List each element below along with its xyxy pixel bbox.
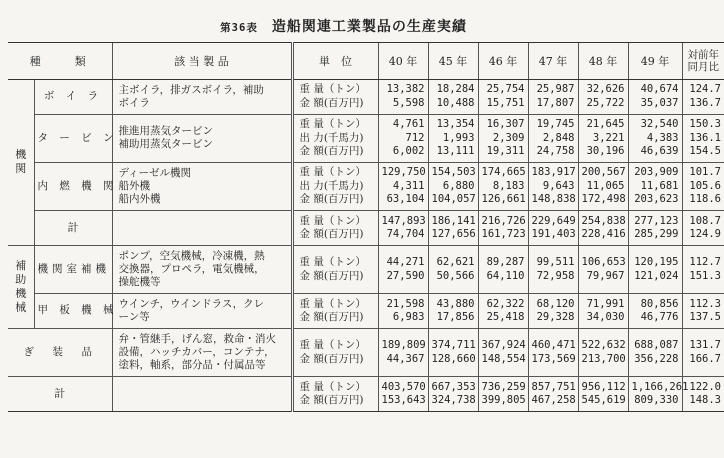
value: 467,258 [531,394,576,407]
value: 712 [405,131,425,144]
product-cell-line: 塗料，軸系，部分品・付属品等 [118,359,266,372]
value-cell [528,114,578,162]
product-cell-line: ウインチ，ウインドラス，クレ [118,298,265,311]
unit-line: 金 額(百万円) [299,96,364,109]
value: 6,880 [442,179,475,192]
value: 89,287 [486,256,525,269]
unit-cell [292,245,378,293]
value: 161,723 [481,228,526,241]
unit-cell [292,162,378,210]
value: 99,511 [536,256,575,269]
value: 64,110 [486,269,525,282]
row-label-kikanshitsu: 機関室補機 [34,245,112,293]
ratio-value: 101.7 [689,166,721,179]
value-cell [378,211,428,246]
value-cell [578,211,628,246]
product-cell [112,162,292,210]
value: 43,880 [436,297,475,310]
header-year-46: 46 年 [478,43,528,80]
value: 18,284 [436,83,475,96]
ratio-value: 148.3 [689,394,721,407]
value: 186,141 [431,214,476,227]
value: 25,754 [486,83,525,96]
value: 2,309 [492,131,525,144]
value-cell [578,294,628,329]
table-caption: 造船関連工業製品の生産実績 [271,19,467,35]
ratio-value: 124.9 [689,228,721,241]
value-cell [528,211,578,246]
value: 200,567 [581,166,626,179]
unit-line: 金 額(百万円) [299,193,364,206]
value: 13,111 [436,145,475,158]
table-row-kouhan [8,294,724,329]
value: 129,750 [381,166,426,179]
product-cell-line: 操舵機等 [118,276,161,289]
value-cell [428,245,478,293]
value: 374,711 [431,339,476,352]
ratio-cell [682,245,724,293]
ratio-value: 151.3 [689,269,721,282]
group-label-text: 機 関 [15,148,49,176]
value: 148,554 [481,352,526,365]
header-year-40: 40 年 [378,43,428,80]
value: 13,382 [386,83,425,96]
unit-cell [292,294,378,329]
value: 21,645 [586,118,625,131]
value: 183,917 [531,166,576,179]
ratio-value: 118.6 [689,193,721,206]
product-cell-line: 交換器，プロペラ，電気機械， [118,263,265,276]
value: 5,598 [392,96,425,109]
value: 13,354 [436,118,475,131]
value: 174,665 [481,166,526,179]
value-cell [478,328,528,376]
unit-line: 金 額(百万円) [299,394,364,407]
table-row-tabin [8,114,724,162]
value: 4,383 [646,131,679,144]
value: 71,991 [586,297,625,310]
product-cell-line: 補助用蒸気タービン [118,138,213,151]
value: 11,681 [640,179,679,192]
value: 62,621 [436,256,475,269]
table-title [0,16,687,36]
value: 68,120 [536,297,575,310]
ratio-cell [682,328,724,376]
value: 1,166,261 [631,380,689,393]
value: 1,993 [442,131,475,144]
value-cell [528,294,578,329]
value: 24,758 [536,145,575,158]
value-cell [428,211,478,246]
value: 667,353 [431,380,476,393]
value-cell [378,328,428,376]
table-row-boira [8,80,724,115]
product-cell-line: ポンプ，空気機械，冷凍機，熱 [118,250,265,263]
value: 6,983 [392,311,425,324]
value-cell [428,162,478,210]
value: 19,745 [536,118,575,131]
value: 173,569 [531,352,576,365]
ratio-value: 131.7 [689,339,721,352]
value: 11,065 [586,179,625,192]
value: 203,623 [634,193,679,206]
value: 809,330 [634,394,679,407]
product-cell [112,294,292,329]
product-cell-line: ディーゼル機関 [118,167,191,180]
ratio-cell [682,80,724,115]
value: 34,030 [586,311,625,324]
product-cell-line: ーン等 [118,311,150,324]
value-cell [628,245,682,293]
value-cell [428,377,478,412]
ratio-value: 136.7 [689,96,721,109]
value: 72,958 [536,269,575,282]
value: 17,807 [536,96,575,109]
value-cell [578,80,628,115]
value: 153,643 [381,394,426,407]
row-label-nainen: 内 燃 機 関 [34,162,112,210]
value: 324,738 [431,394,476,407]
row-label-tabin: タ ー ビ ン [34,114,112,162]
value: 285,299 [634,228,679,241]
header-kind: 種 類 [8,43,112,80]
value: 79,967 [586,269,625,282]
value: 35,037 [640,96,679,109]
unit-line: 重 量（トン） [299,214,366,227]
value-cell [578,245,628,293]
value-cell [378,294,428,329]
ratio-cell [682,377,724,412]
value-cell [578,162,628,210]
value-cell [428,114,478,162]
product-cell-empty [112,211,292,246]
value-cell [628,294,682,329]
header-product: 該 当 製 品 [112,43,292,80]
value: 74,704 [386,228,425,241]
value: 80,856 [640,297,679,310]
value-cell [578,328,628,376]
value: 688,087 [634,339,679,352]
header-ratio: 対前年同月比 [682,43,724,80]
value: 25,722 [586,96,625,109]
unit-line: 重 量（トン） [299,297,366,310]
value-cell [478,245,528,293]
value: 32,540 [640,118,679,131]
value: 46,639 [640,145,679,158]
value: 216,726 [481,214,526,227]
value: 154,503 [431,166,476,179]
product-cell-line: ボイラ [118,96,150,109]
value: 21,598 [386,297,425,310]
value: 121,024 [634,269,679,282]
unit-cell [292,114,378,162]
value: 460,471 [531,339,576,352]
value: 9,643 [542,179,575,192]
group-label-kikan [8,80,49,246]
value: 3,221 [592,131,625,144]
ratio-value: 150.3 [689,118,721,131]
group-label-text: 補助機械 [15,258,27,314]
ratio-value: 112.3 [689,297,721,310]
product-cell [112,114,292,162]
unit-line: 金 額(百万円) [299,228,364,241]
product-cell-line: 船内外機 [118,193,161,206]
value-cell [628,377,689,412]
unit-line: 重 量（トン） [299,83,366,96]
unit-line: 重 量（トン） [299,339,366,352]
value: 229,649 [531,214,576,227]
value: 27,590 [386,269,425,282]
value-cell [478,294,528,329]
value-cell [628,80,682,115]
group-label-hojo [8,245,34,328]
value-cell [378,114,428,162]
value: 522,632 [581,339,626,352]
value: 29,328 [536,311,575,324]
value: 10,488 [436,96,475,109]
header-unit: 単 位 [292,43,378,80]
ratio-cell [682,114,724,162]
product-cell-line: 弁・管継手，げん窓，救命・消火 [118,333,276,346]
product-cell-line: 設備，ハッチカバー，コンテナ， [118,346,275,359]
value: 356,228 [634,352,679,365]
unit-line: 出 力(千馬力) [299,179,364,192]
value-cell [478,162,528,210]
value-cell [578,377,628,412]
value: 367,924 [481,339,526,352]
value-cell [478,80,528,115]
ratio-cell [682,211,724,246]
value: 277,123 [634,214,679,227]
value-cell [378,377,428,412]
value: 127,656 [431,228,476,241]
header-row [8,43,724,80]
value: 956,112 [581,380,626,393]
value: 545,619 [581,394,626,407]
value: 32,626 [586,83,625,96]
value: 228,416 [581,228,626,241]
ratio-value: 108.7 [689,214,721,227]
value-cell [478,211,528,246]
ratio-value: 122.0 [689,380,721,393]
value: 403,570 [381,380,426,393]
unit-line: 金 額(百万円) [299,145,364,158]
unit-line: 重 量（トン） [299,166,366,179]
table-row-kikan_total [8,211,724,246]
value: 120,195 [634,256,679,269]
value: 254,838 [581,214,626,227]
value-cell [628,114,682,162]
value-cell [428,80,478,115]
table-number: 第36表 [220,22,258,34]
product-cell-line: 推進用蒸気タービン [118,125,213,138]
value: 203,909 [634,166,679,179]
unit-line: 重 量（トン） [299,256,366,269]
ratio-cell [682,294,724,329]
header-year-45: 45 年 [428,43,478,80]
value: 25,418 [486,311,525,324]
value: 213,700 [581,352,626,365]
ratio-value: 112.7 [689,256,721,269]
value: 147,893 [381,214,426,227]
table-body [8,80,724,412]
product-cell [112,80,292,115]
value: 16,307 [486,118,525,131]
value: 106,653 [581,256,626,269]
value-cell [628,211,682,246]
value-cell [378,245,428,293]
table-row-grand_total [8,377,724,412]
value: 62,322 [486,297,525,310]
unit-line: 重 量（トン） [299,118,366,131]
row-label-kouhan: 甲 板 機 械 [34,294,112,329]
unit-cell [292,80,378,115]
value: 2,848 [542,131,575,144]
product-cell [112,328,292,376]
product-cell-empty [112,377,292,412]
unit-cell [292,211,378,246]
value: 19,311 [486,145,525,158]
unit-line: 出 力(千馬力) [299,131,364,144]
production-table [8,42,724,412]
row-label-boira: ボ イ ラ [34,80,112,115]
value: 104,057 [431,193,476,206]
value: 4,311 [392,179,425,192]
value-cell [428,328,478,376]
value: 25,987 [536,83,575,96]
product-cell [112,245,292,293]
table-row-gisou [8,328,724,376]
value: 857,751 [531,380,576,393]
value: 736,259 [481,380,526,393]
table-row-nainen [8,162,724,210]
ratio-value: 166.7 [689,352,721,365]
unit-line: 金 額(百万円) [299,269,364,282]
value: 46,776 [640,311,679,324]
value: 40,674 [640,83,679,96]
value: 50,566 [436,269,475,282]
unit-cell [292,328,378,376]
value-cell [528,328,578,376]
ratio-cell [682,162,724,210]
value-cell [528,377,578,412]
value-cell [478,114,528,162]
value: 4,761 [392,118,425,131]
value: 128,660 [431,352,476,365]
value-cell [528,80,578,115]
value-cell [528,245,578,293]
ratio-value: 136.1 [689,131,721,144]
ratio-value: 105.6 [689,179,721,192]
unit-cell [292,377,378,412]
ratio-value: 124.7 [689,83,721,96]
value: 15,751 [486,96,525,109]
value: 191,403 [531,228,576,241]
unit-line: 重 量（トン） [299,380,366,393]
value: 126,661 [481,193,526,206]
value: 17,856 [436,311,475,324]
value: 148,838 [531,193,576,206]
value: 63,104 [386,193,425,206]
header-year-49: 49 年 [628,43,682,80]
value: 399,805 [481,394,526,407]
value-cell [628,162,682,210]
ratio-value: 154.5 [689,145,721,158]
unit-line: 金 額(百万円) [299,352,364,365]
ratio-value: 137.5 [689,311,721,324]
value-cell [378,80,428,115]
unit-line: 金 額(百万円) [299,311,364,324]
value: 8,183 [492,179,525,192]
value-cell [528,162,578,210]
table-row-kikanshitsu [8,245,724,293]
row-label-gisou: ぎ 装 品 [8,328,112,376]
header-year-47: 47 年 [528,43,578,80]
header-year-48: 48 年 [578,43,628,80]
product-cell-line: 船外機 [118,180,150,193]
value-cell [378,162,428,210]
value: 172,498 [581,193,626,206]
value-cell [428,294,478,329]
row-label-grand_total: 計 [8,377,112,412]
row-label-kikan_total: 計 [34,211,112,246]
value: 30,196 [586,145,625,158]
value: 189,809 [381,339,426,352]
value-cell [478,377,528,412]
product-cell-line: 主ボイラ，排ガスボイラ，補助 [118,83,264,96]
value: 44,367 [386,352,425,365]
value: 6,002 [392,145,425,158]
value: 44,271 [386,256,425,269]
value-cell [578,114,628,162]
value-cell [628,328,682,376]
